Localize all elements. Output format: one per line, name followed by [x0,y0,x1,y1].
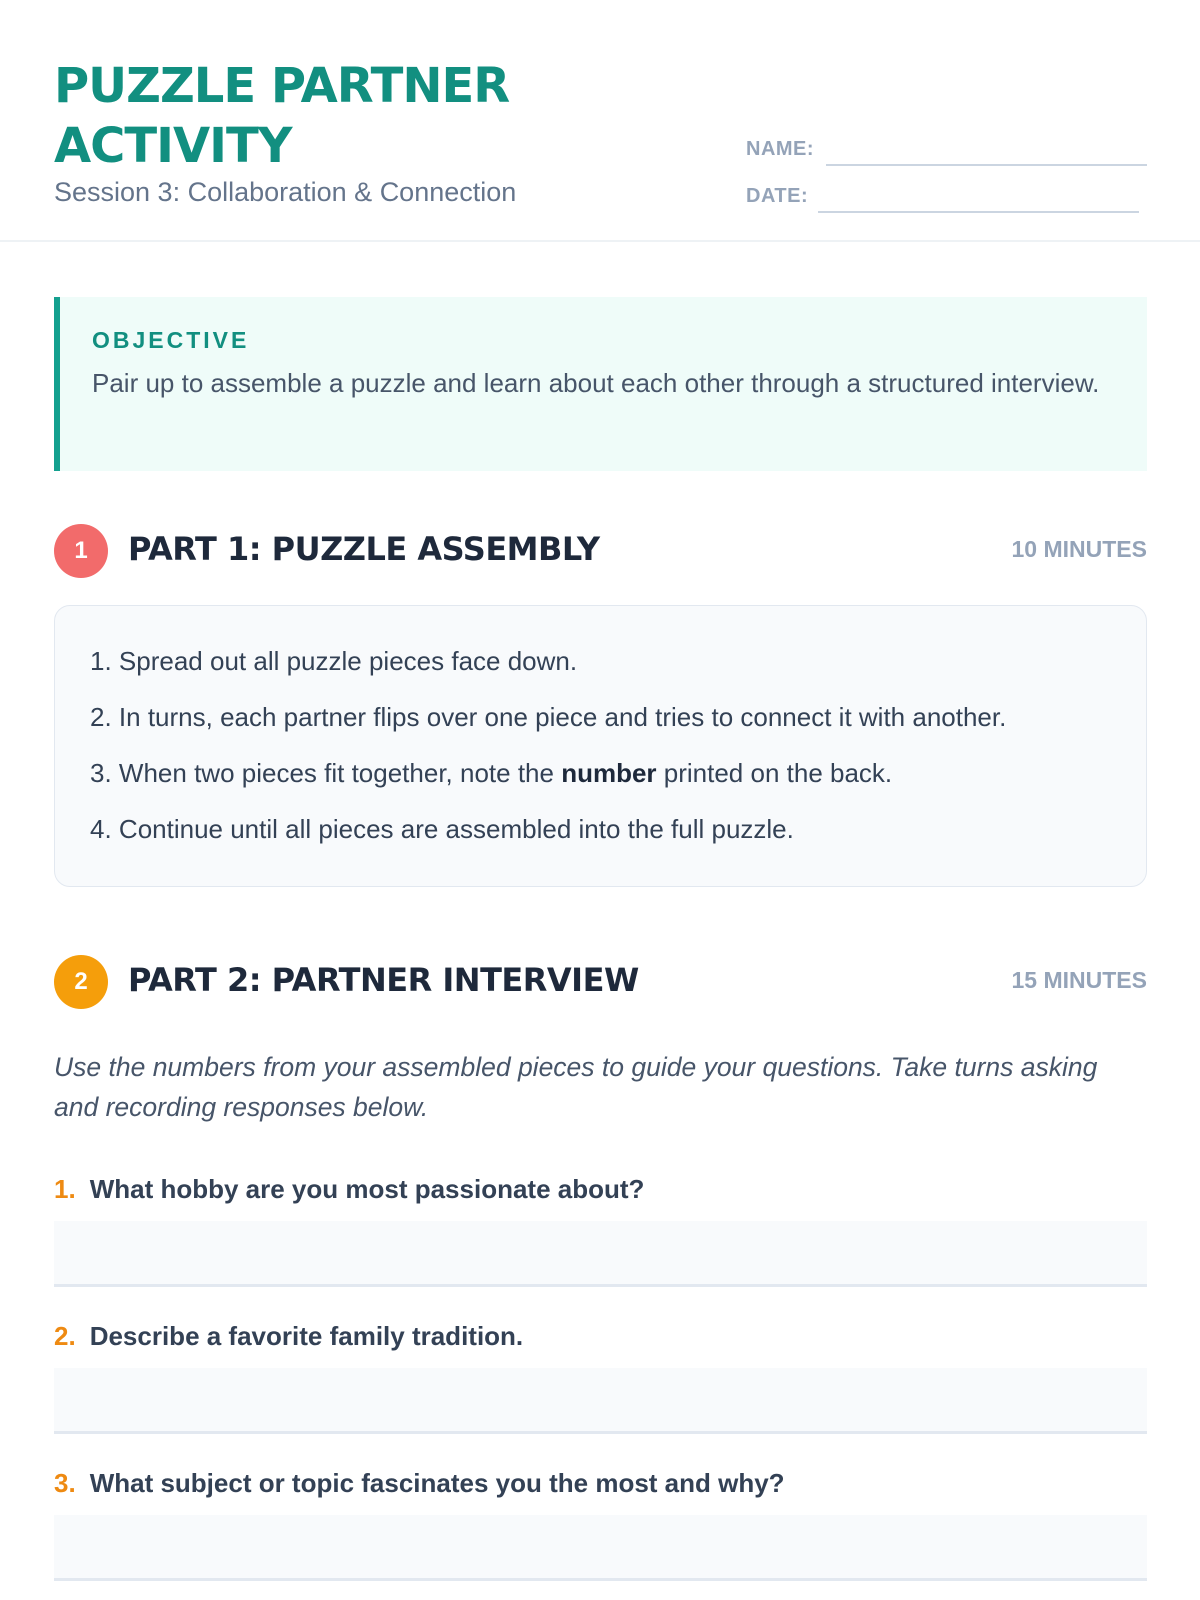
interview-question [54,1468,785,1499]
date-label: DATE: [746,185,809,207]
worksheet-header [0,0,1200,242]
question-number: 1. [54,1174,76,1204]
step-item [90,646,577,677]
interview-instructions: Use the numbers from your assembled pieces to guide your questions. Take turns asking and recording responses below. [54,1052,1098,1122]
question-number: 3. [54,1468,76,1498]
answer-field[interactable] [54,1368,1147,1434]
part2-title: PART 2: PARTNER INTERVIEW [128,961,639,999]
step-text-end: printed on the back. [656,758,893,788]
part2-duration: 15 MINUTES [1011,967,1147,993]
page-title: PUZZLE PARTNER ACTIVITY [54,58,510,174]
objective-label: OBJECTIVE [92,327,250,353]
part1-number-badge: 1 [54,524,108,578]
step-emphasis: number [561,758,657,788]
answer-field[interactable] [54,1515,1147,1581]
name-label: NAME: [746,138,815,160]
question-number: 2. [54,1321,76,1351]
objective-callout [54,297,1147,471]
question-text: What hobby are you most passionate about? [89,1174,645,1204]
step-item [90,758,892,789]
step-item [90,814,794,845]
step-text: Continue until all pieces are assembled into the full puzzle. [118,814,794,844]
interview-question [54,1321,523,1352]
step-number: 2. [90,702,112,732]
part1-title: PART 1: PUZZLE ASSEMBLY [128,530,600,568]
part2-number-badge: 2 [54,955,108,1009]
step-item [90,702,1006,733]
step-number: 3. [90,758,112,788]
step-number: 1. [90,646,112,676]
answer-field[interactable] [54,1221,1147,1287]
step-text: When two pieces fit together, note the [118,758,562,788]
step-text: Spread out all puzzle pieces face down. [118,646,578,676]
part1-duration: 10 MINUTES [1011,536,1147,562]
step-number: 4. [90,814,112,844]
step-text: In turns, each partner flips over one piece and tries to connect it with another. [118,702,1007,732]
question-text: Describe a favorite family tradition. [89,1321,524,1351]
assembly-steps-box [54,605,1147,887]
objective-text: Pair up to assemble a puzzle and learn about each other through a structured interview. [92,368,1100,398]
part1-heading [54,524,1147,578]
name-field[interactable] [826,164,1147,166]
interview-question [54,1174,644,1205]
question-text: What subject or topic fascinates you the most and why? [89,1468,785,1498]
date-field[interactable] [818,211,1139,213]
part2-heading [54,955,1147,1009]
session-subtitle: Session 3: Collaboration & Connection [54,177,517,207]
